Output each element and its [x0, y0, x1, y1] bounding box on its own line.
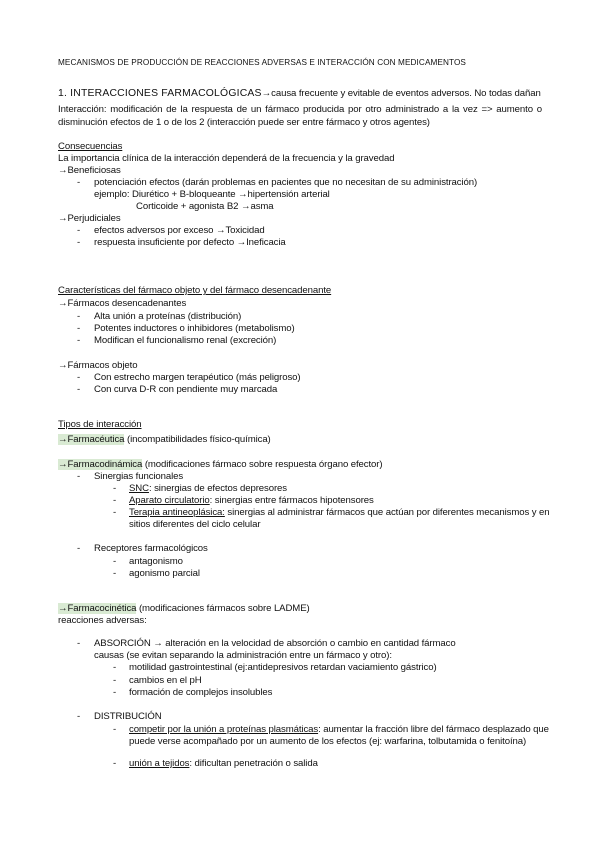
snc-item — [129, 483, 287, 495]
aparato-item — [129, 495, 374, 507]
section-heading-text: 1. INTERACCIONES FARMACOLÓGICAS — [58, 88, 262, 99]
absorcion-item-2: cambios en el pH — [129, 675, 202, 686]
desencadenantes-item-3: Modifican el funcionalismo renal (excreción) — [94, 335, 277, 346]
competir-rest: : aumentar la fracción libre del fármaco desplazado que — [318, 724, 549, 735]
bullet-dash: - — [77, 237, 81, 248]
union-rest: : dificultan penetración o salida — [189, 758, 318, 769]
bullet-dash: - — [77, 225, 81, 236]
terapia-line-2: sitios diferentes del ciclo celular — [129, 519, 261, 530]
competir-item — [129, 724, 549, 736]
farmacodinamica-highlight: →Farmacodinámica — [58, 459, 143, 470]
agonismo-item: agonismo parcial — [129, 568, 200, 579]
section-heading-rest: →causa frecuente y evitable de eventos adversos. No todas dañan — [261, 88, 541, 99]
objeto-item-1: Con estrecho margen terapéutico (más peligroso) — [94, 372, 301, 383]
perjudiciales-item-1: efectos adversos por exceso →Toxicidad — [94, 225, 265, 236]
distribucion-label: DISTRIBUCIÓN — [94, 711, 162, 722]
snc-label: SNC — [129, 483, 149, 494]
terapia-label: Terapia antineoplásica: — [129, 507, 225, 518]
bullet-dash: - — [77, 543, 81, 554]
document-title: MECANISMOS DE PRODUCCIÓN DE REACCIONES ADVERSAS E INTERACCIÓN CON MEDICAMENTOS — [58, 58, 466, 67]
union-item — [129, 758, 318, 770]
sinergias-label: Sinergias funcionales — [94, 471, 184, 482]
intro-line-1: Interacción: modificación de la respuesta de un fármaco producida por otro administrado a la vez => aumento o — [58, 104, 542, 115]
caracteristicas-title: Características del fármaco objeto y del fármaco desencadenante — [58, 285, 332, 296]
bullet-dash: - — [113, 687, 117, 698]
intro-line-2: disminución efectos de 1 o de los 2 (interacción puede ser entre fármaco y otros agentes) — [58, 117, 430, 128]
bullet-dash: - — [77, 372, 81, 383]
farmacodinamica-line — [58, 459, 382, 471]
absorcion-line-2: causas (se evitan separando la administración entre un fármaco y otro): — [94, 650, 392, 661]
farmaceutica-rest: (incompatibilidades físico-química) — [124, 434, 271, 445]
bullet-dash: - — [113, 758, 117, 769]
bullet-dash: - — [77, 384, 81, 395]
beneficiosas-example-1: ejemplo: Diurético + B-bloqueante →hipertensión arterial — [94, 189, 330, 200]
bullet-dash: - — [77, 335, 81, 346]
bullet-dash: - — [113, 662, 117, 673]
absorcion-label: ABSORCIÓN — [94, 638, 151, 649]
bullet-dash: - — [113, 556, 117, 567]
bullet-dash: - — [77, 711, 81, 722]
bullet-dash: - — [113, 568, 117, 579]
desencadenantes-item-1: Alta unión a proteínas (distribución) — [94, 311, 242, 322]
perjudiciales-item-2: respuesta insuficiente por defecto →Ineficacia — [94, 237, 286, 248]
farmacocinetica-highlight: →Farmacocinética — [58, 603, 137, 614]
section-heading-interacciones — [58, 88, 541, 100]
reacciones-label: reacciones adversas: — [58, 615, 147, 626]
terapia-item — [129, 507, 549, 519]
tipos-title: Tipos de interacción — [58, 419, 142, 430]
competir-label: competir por la unión a proteínas plasmáticas — [129, 724, 319, 735]
desencadenantes-item-2: Potentes inductores o inhibidores (metabolismo) — [94, 323, 295, 334]
absorcion-item-1: motilidad gastrointestinal (ej:antidepresivos retardan vaciamiento gástrico) — [129, 662, 437, 673]
beneficiosas-label: →Beneficiosas — [58, 165, 121, 176]
absorcion-item-3: formación de complejos insolubles — [129, 687, 273, 698]
farmacocinetica-line — [58, 603, 310, 615]
consecuencias-title: Consecuencias — [58, 141, 123, 152]
beneficiosas-example-2: Corticoide + agonista B2 →asma — [136, 201, 274, 212]
farmaceutica-line — [58, 434, 271, 446]
receptores-label: Receptores farmacológicos — [94, 543, 208, 554]
absorcion-rest: → alteración en la velocidad de absorción o cambio en cantidad fármaco — [150, 638, 456, 649]
bullet-dash: - — [113, 724, 117, 735]
antagonismo-item: antagonismo — [129, 556, 183, 567]
farmacocinetica-rest: (modificaciones fármacos sobre LADME) — [136, 603, 310, 614]
bullet-dash: - — [77, 471, 81, 482]
objeto-item-2: Con curva D-R con pendiente muy marcada — [94, 384, 278, 395]
bullet-dash: - — [113, 507, 117, 518]
desencadenantes-label: →Fármacos desencadenantes — [58, 298, 187, 309]
aparato-rest: : sinergias entre fármacos hipotensores — [209, 495, 374, 506]
consecuencias-line-1: La importancia clínica de la interacción dependerá de la frecuencia y la gravedad — [58, 153, 395, 164]
union-label: unión a tejidos — [129, 758, 190, 769]
farmacodinamica-rest: (modificaciones fármaco sobre respuesta órgano efector) — [142, 459, 383, 470]
terapia-rest: sinergias al administrar fármacos que actúan por diferentes mecanismos y en — [224, 507, 550, 518]
bullet-dash: - — [113, 675, 117, 686]
bullet-dash: - — [77, 311, 81, 322]
farmaceutica-highlight: →Farmacéutica — [58, 434, 125, 445]
bullet-dash: - — [113, 495, 117, 506]
aparato-label: Aparato circulatorio — [129, 495, 210, 506]
snc-rest: : sinergias de efectos depresores — [148, 483, 287, 494]
bullet-dash: - — [113, 483, 117, 494]
absorcion-line — [94, 638, 456, 650]
bullet-dash: - — [77, 323, 81, 334]
competir-line-2: puede verse acompañado por un aumento de los efectos (ej: warfarina, tolbutamida o fenitoína) — [129, 736, 527, 747]
beneficiosas-item-1: potenciación efectos (darán problemas en pacientes que no necesitan de su administración) — [94, 177, 478, 188]
bullet-dash: - — [77, 638, 81, 649]
bullet-dash: - — [77, 177, 81, 188]
objeto-label: →Fármacos objeto — [58, 360, 138, 371]
perjudiciales-label: →Perjudiciales — [58, 213, 121, 224]
